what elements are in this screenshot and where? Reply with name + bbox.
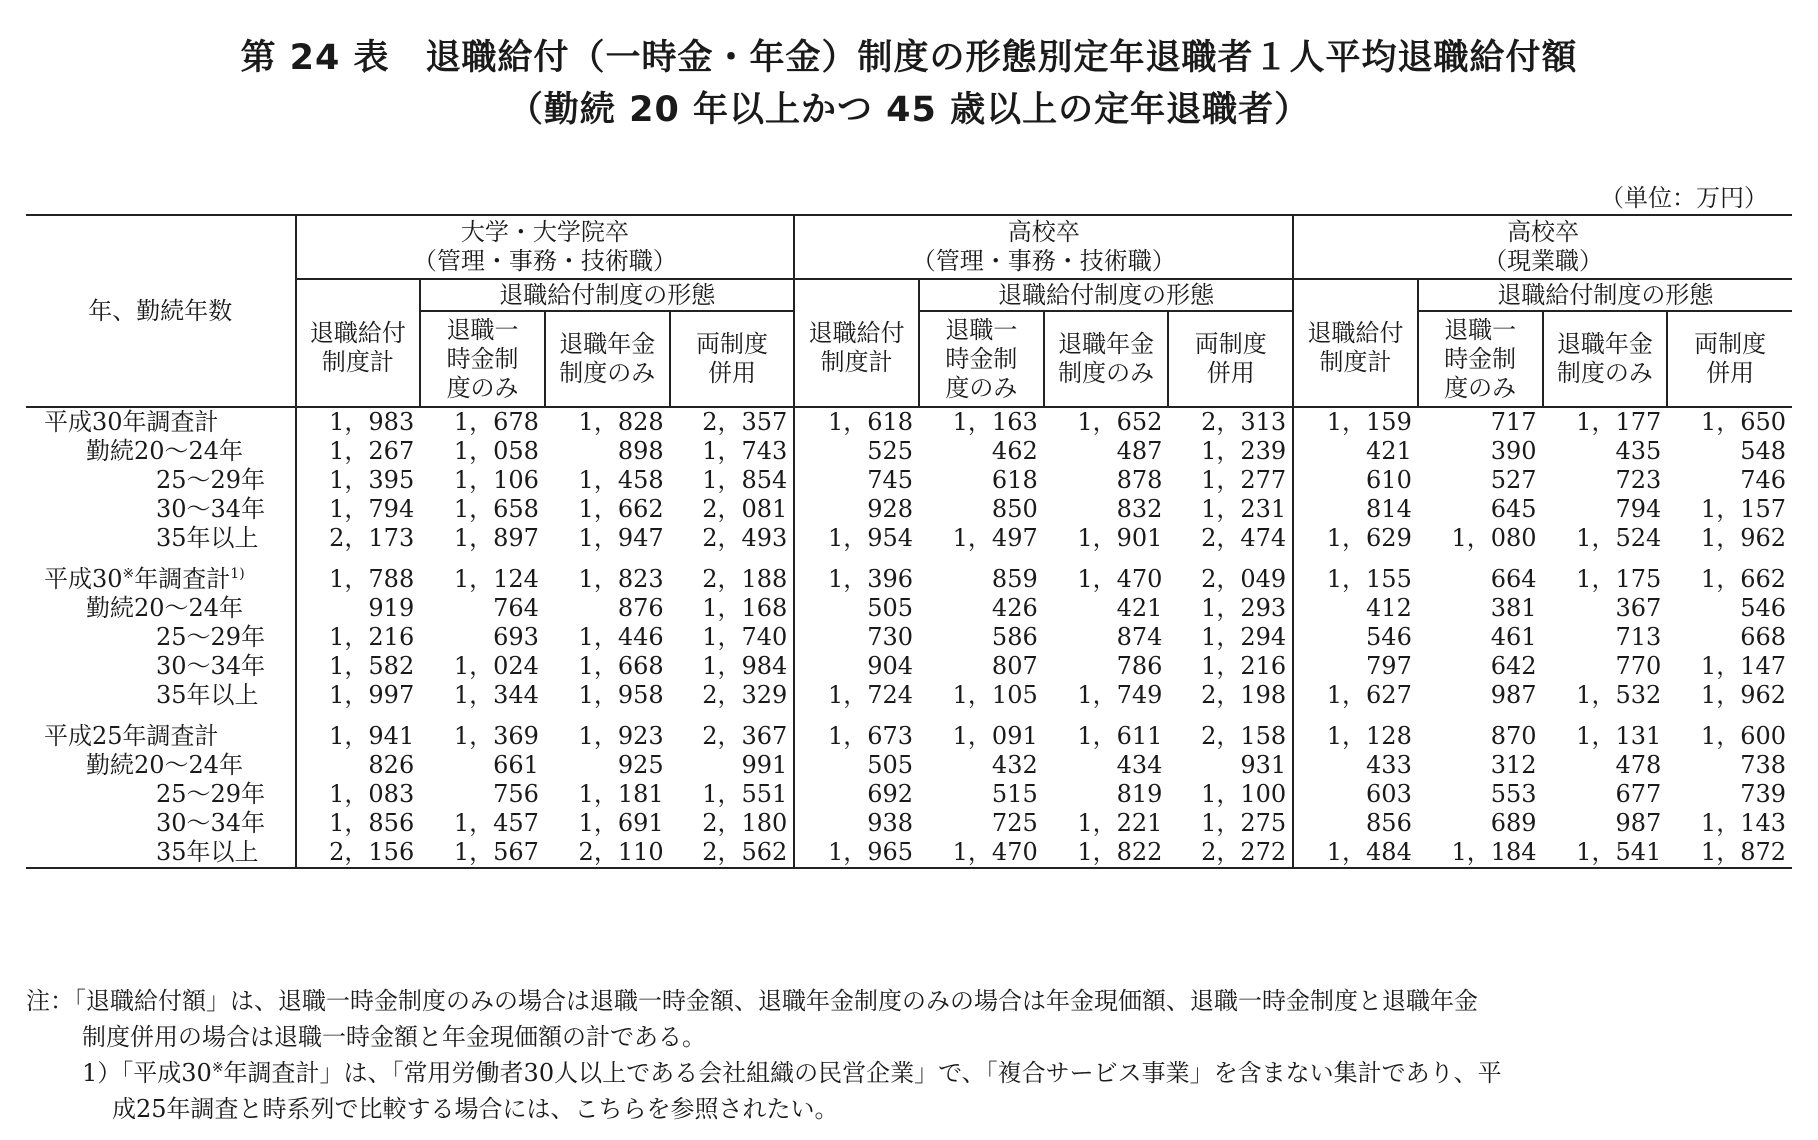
table-cell: 1，395	[296, 466, 421, 495]
table-cell: 312	[1490, 751, 1537, 779]
table-cell: 1，897	[453, 524, 539, 552]
table-cell: 553	[1490, 780, 1537, 808]
col-pension-a: 退職年金	[1058, 330, 1155, 358]
table-row	[26, 407, 1792, 437]
table-cell: 461	[1490, 623, 1537, 651]
table-row	[26, 681, 1792, 710]
table-cell: 1，369	[453, 722, 539, 750]
row-label	[26, 565, 296, 594]
note-2b: 成25年調査と時系列で比較する場合には、こちらを参照されたい。	[112, 1095, 839, 1123]
col-lump-b: 時金制	[1444, 344, 1517, 373]
table-cell: 548	[1740, 437, 1786, 465]
table-cell: 2，272	[1168, 838, 1293, 868]
col-lump-a: 退職一	[945, 315, 1018, 344]
table-cell: 1，941	[296, 722, 421, 751]
table-cell: 794	[1615, 495, 1662, 523]
table-cell: 874	[1116, 623, 1163, 651]
table-cell: 1，159	[1293, 407, 1418, 437]
table-title: 第 24 表 退職給付（一時金・年金）制度の形態別定年退職者１人平均退職給付額	[240, 38, 1578, 78]
note-2a	[26, 1055, 1792, 1091]
col-lump	[1418, 311, 1543, 407]
group-hs-admin-line1: 高校卒	[1007, 218, 1080, 246]
table-cell: 2，562	[670, 838, 795, 868]
table-cell: 515	[991, 780, 1038, 808]
row-label-post: 年調査計	[134, 565, 231, 593]
table-cell: 1，277	[1201, 466, 1287, 494]
table-cell: 505	[794, 751, 919, 780]
table-cell: 987	[1490, 681, 1537, 709]
table-cell: 677	[1615, 780, 1662, 808]
table-cell: 1，668	[578, 652, 664, 680]
table-cell: 1，611	[1077, 722, 1163, 750]
row-label: 35年以上	[156, 681, 259, 709]
table-cell: 2，493	[702, 524, 788, 552]
table-cell: 1，524	[1576, 524, 1662, 552]
col-pension	[545, 311, 670, 407]
table-cell: 1，231	[1201, 495, 1287, 523]
table-cell: 546	[1740, 594, 1786, 622]
table-cell: 433	[1293, 751, 1418, 780]
col-both-a: 両制度	[695, 330, 768, 358]
table-row	[26, 565, 1792, 594]
table-row	[26, 623, 1792, 652]
table-cell: 826	[296, 751, 421, 780]
table-cell: 645	[1490, 495, 1537, 523]
table-cell: 1，157	[1700, 495, 1786, 523]
table-cell: 1，058	[453, 437, 539, 465]
table-cell: 1，901	[1077, 524, 1163, 552]
table-cell: 1，216	[296, 623, 421, 652]
table-cell: 819	[1116, 780, 1163, 808]
table-cell: 2，156	[296, 838, 421, 868]
table-cell: 1，650	[1700, 408, 1786, 436]
col-both	[1667, 311, 1792, 407]
group-hs-field-line1: 高校卒	[1507, 218, 1580, 246]
table-cell: 1，147	[1700, 652, 1786, 680]
table-cell: 1，749	[1077, 681, 1163, 709]
table-cell: 478	[1615, 751, 1662, 779]
col-lump-a: 退職一	[1444, 315, 1517, 344]
table-cell: 1，163	[952, 408, 1038, 436]
table-cell: 1，788	[296, 565, 421, 594]
col-total-univ	[296, 279, 421, 407]
table-cell: 2，188	[702, 565, 788, 593]
group-header-hs-admin	[794, 215, 1293, 279]
table-cell: 586	[991, 623, 1038, 651]
table-cell: 1，175	[1576, 565, 1662, 593]
table-cell: 1，344	[453, 681, 539, 709]
data-table-container	[26, 214, 1792, 869]
col-both-a: 両制度	[1194, 330, 1267, 358]
table-cell: 814	[1293, 495, 1418, 524]
col-total-b: 制度計	[1319, 348, 1392, 376]
table-cell: 1，551	[702, 780, 788, 808]
table-cell: 746	[1740, 466, 1786, 494]
table-cell: 1，652	[1077, 408, 1163, 436]
table-cell: 1，962	[1700, 681, 1786, 709]
table-cell: 1，662	[1700, 565, 1786, 593]
table-cell: 2，173	[296, 524, 421, 553]
col-pension-a: 退職年金	[1556, 330, 1653, 358]
table-row	[26, 809, 1792, 838]
row-label: 35年以上	[156, 524, 259, 552]
table-cell: 546	[1293, 623, 1418, 652]
table-cell: 1，091	[952, 722, 1038, 750]
col-lump-b: 時金制	[446, 344, 519, 373]
table-cell: 797	[1293, 652, 1418, 681]
group-header-univ	[296, 215, 795, 279]
table-cell: 661	[493, 751, 539, 779]
table-cell: 1，743	[702, 437, 788, 465]
col-total-a: 退職給付	[808, 319, 905, 347]
group-hs-field-line2: （現業職）	[1483, 247, 1604, 275]
col-lump-a: 退職一	[446, 315, 519, 344]
table-cell: 1，239	[1201, 437, 1287, 465]
table-cell: 1，627	[1293, 681, 1418, 710]
table-cell: 1，484	[1293, 838, 1418, 868]
table-cell: 1，854	[702, 466, 788, 494]
row-label: 30～34年	[156, 809, 266, 837]
notes	[26, 983, 1792, 1127]
table-cell: 1，024	[453, 652, 539, 680]
row-label: 25～29年	[156, 780, 266, 808]
table-cell: 1，947	[578, 524, 664, 552]
unit-label: （単位：万円）	[1600, 184, 1768, 212]
col-both-a: 両制度	[1694, 330, 1767, 358]
table-cell: 432	[991, 751, 1038, 779]
table-cell: 1，267	[296, 437, 421, 466]
table-cell: 2，081	[702, 495, 788, 523]
table-cell: 664	[1490, 565, 1537, 593]
table-row	[26, 466, 1792, 495]
table-cell: 1，216	[1201, 652, 1287, 680]
row-label: 平成30年調査計	[44, 408, 219, 436]
table-cell: 723	[1615, 466, 1662, 494]
table-cell: 987	[1615, 809, 1662, 837]
table-cell: 1，124	[453, 565, 539, 593]
table-cell: 739	[1740, 780, 1786, 808]
table-cell: 928	[794, 495, 919, 524]
table-row	[26, 652, 1792, 681]
row-header-label: 年、勤続年数	[26, 215, 296, 407]
table-cell: 1，618	[794, 407, 919, 437]
row-label-pre: 平成30	[44, 565, 123, 593]
table-cell: 421	[1293, 437, 1418, 466]
data-table	[26, 214, 1792, 869]
row-label-mark: ※	[122, 566, 135, 582]
table-cell: 1，984	[702, 652, 788, 680]
col-total-a: 退職給付	[1307, 319, 1404, 347]
table-cell: 904	[794, 652, 919, 681]
col-total-hs-admin	[794, 279, 919, 407]
table-cell: 1，954	[794, 524, 919, 553]
table-cell: 1，080	[1451, 524, 1537, 552]
table-cell: 692	[794, 780, 919, 809]
table-cell: 435	[1615, 437, 1662, 465]
row-label: 25～29年	[156, 466, 266, 494]
table-row	[26, 495, 1792, 524]
row-label: 勤続20～24年	[86, 751, 244, 779]
table-cell: 1，106	[453, 466, 539, 494]
table-cell: 1，532	[1576, 681, 1662, 709]
table-cell: 1，396	[794, 565, 919, 594]
col-both	[670, 311, 795, 407]
table-cell: 1，458	[578, 466, 664, 494]
table-cell: 730	[794, 623, 919, 652]
row-gap	[26, 710, 1792, 722]
table-cell: 412	[1293, 594, 1418, 623]
table-cell: 1，828	[578, 408, 664, 436]
table-cell: 525	[794, 437, 919, 466]
col-lump-b: 時金制	[945, 344, 1018, 373]
table-cell: 693	[493, 623, 539, 651]
table-cell: 1，691	[578, 809, 664, 837]
table-cell: 367	[1615, 594, 1662, 622]
table-cell: 1，872	[1667, 838, 1792, 868]
table-cell: 421	[1116, 594, 1163, 622]
table-cell: 462	[991, 437, 1038, 465]
table-cell: 1，143	[1700, 809, 1786, 837]
table-cell: 931	[1240, 751, 1287, 779]
table-cell: 1，083	[296, 780, 421, 809]
table-cell: 1，600	[1700, 722, 1786, 750]
note-2a-mark: ※	[211, 1060, 224, 1076]
table-cell: 1，678	[453, 408, 539, 436]
table-cell: 919	[296, 594, 421, 623]
table-cell: 878	[1116, 466, 1163, 494]
group-header-hs-field	[1293, 215, 1792, 279]
table-cell: 1，823	[578, 565, 664, 593]
row-label: 勤続20～24年	[86, 437, 244, 465]
table-cell: 2，110	[545, 838, 670, 868]
table-cell: 2，329	[702, 681, 788, 709]
note-2a-pre: 1）「平成30	[82, 1059, 212, 1087]
col-lump-c: 度のみ	[446, 373, 519, 402]
table-cell: 1，958	[578, 681, 664, 709]
note-1a: 注：「退職給付額」は、退職一時金制度のみの場合は退職一時金額、退職年金制度のみの場合は年金現価額、退職一時金制度と退職年金	[26, 987, 1478, 1015]
table-cell: 1，155	[1293, 565, 1418, 594]
table-cell: 2，313	[1201, 408, 1287, 436]
col-total-b: 制度計	[820, 348, 893, 376]
row-label: 25～29年	[156, 623, 266, 651]
table-row	[26, 524, 1792, 553]
table-cell: 1，293	[1201, 594, 1287, 622]
table-cell: 1，965	[794, 838, 919, 868]
note-2a-post: 年調査計」は、「常用労働者30人以上である会社組織の民営企業」で、「複合サービス事業」を含まない集計であり、平	[223, 1059, 1502, 1087]
table-cell: 925	[617, 751, 664, 779]
table-cell: 1，997	[296, 681, 421, 710]
row-gap	[26, 553, 1792, 565]
table-cell: 2，367	[702, 722, 788, 750]
table-cell: 745	[794, 466, 919, 495]
table-cell: 991	[741, 751, 788, 779]
table-row	[26, 838, 1792, 868]
table-cell: 856	[1293, 809, 1418, 838]
table-cell: 764	[493, 594, 539, 622]
table-cell: 1，131	[1576, 722, 1662, 750]
table-cell: 717	[1490, 408, 1537, 436]
table-cell: 1，658	[453, 495, 539, 523]
table-cell: 2，180	[702, 809, 788, 837]
table-cell: 505	[794, 594, 919, 623]
table-cell: 1，662	[578, 495, 664, 523]
table-cell: 832	[1116, 495, 1163, 523]
table-cell: 1，470	[1077, 565, 1163, 593]
table-cell: 1，168	[702, 594, 788, 622]
col-pension	[1044, 311, 1169, 407]
table-cell: 1，221	[1077, 809, 1163, 837]
row-label: 平成25年調査計	[44, 722, 219, 750]
table-cell: 2，357	[702, 408, 788, 436]
table-row	[26, 751, 1792, 780]
table-cell: 1，470	[919, 838, 1044, 868]
col-both-b: 併用	[1206, 359, 1255, 387]
col-lump	[420, 311, 545, 407]
table-cell: 786	[1116, 652, 1163, 680]
table-body	[26, 407, 1792, 868]
table-row	[26, 437, 1792, 466]
table-cell: 618	[991, 466, 1038, 494]
group-univ-line1: 大学・大学院卒	[460, 218, 629, 246]
table-cell: 713	[1615, 623, 1662, 651]
table-cell: 434	[1116, 751, 1163, 779]
row-label: 30～34年	[156, 652, 266, 680]
table-cell: 527	[1490, 466, 1537, 494]
table-cell: 1，275	[1201, 809, 1287, 837]
table-cell: 1，856	[296, 809, 421, 838]
group-univ-line2: （管理・事務・技術職）	[412, 247, 677, 275]
table-cell: 938	[794, 809, 919, 838]
col-lump	[919, 311, 1044, 407]
col-pension-b: 制度のみ	[1058, 359, 1155, 387]
table-cell: 1，446	[578, 623, 664, 651]
table-cell: 1，740	[702, 623, 788, 651]
table-cell: 1，457	[453, 809, 539, 837]
col-lump-c: 度のみ	[1444, 373, 1517, 402]
table-cell: 725	[991, 809, 1038, 837]
note-1b: 制度併用の場合は退職一時金額と年金現価額の計である。	[82, 1023, 706, 1051]
table-cell: 603	[1293, 780, 1418, 809]
table-cell: 859	[991, 565, 1038, 593]
table-cell: 850	[991, 495, 1038, 523]
row-label: 30～34年	[156, 495, 266, 523]
col-total-b: 制度計	[321, 348, 394, 376]
table-cell: 756	[493, 780, 539, 808]
table-cell: 1，181	[578, 780, 664, 808]
col-pension-a: 退職年金	[559, 330, 656, 358]
table-cell: 2，198	[1201, 681, 1287, 709]
table-cell: 1，128	[1293, 722, 1418, 751]
table-cell: 1，184	[1418, 838, 1543, 868]
table-cell: 1，100	[1201, 780, 1287, 808]
table-cell: 898	[617, 437, 664, 465]
table-row	[26, 594, 1792, 623]
table-cell: 1，567	[420, 838, 545, 868]
table-cell: 876	[617, 594, 664, 622]
table-cell: 689	[1490, 809, 1537, 837]
table-subtitle: （勤続 20 年以上かつ 45 歳以上の定年退職者）	[507, 90, 1311, 130]
col-total-a: 退職給付	[309, 319, 406, 347]
table-cell: 426	[991, 594, 1038, 622]
table-cell: 610	[1293, 466, 1418, 495]
form-header-hs-field: 退職給付制度の形態	[1418, 279, 1792, 311]
form-header-hs-admin: 退職給付制度の形態	[919, 279, 1293, 311]
table-cell: 2，474	[1201, 524, 1287, 552]
table-cell: 2，049	[1201, 565, 1287, 593]
table-cell: 381	[1490, 594, 1537, 622]
table-cell: 1，294	[1201, 623, 1287, 651]
col-pension-b: 制度のみ	[1556, 359, 1653, 387]
table-cell: 1，673	[794, 722, 919, 751]
table-cell: 487	[1116, 437, 1163, 465]
form-header-univ: 退職給付制度の形態	[420, 279, 794, 311]
table-cell: 1，794	[296, 495, 421, 524]
table-row	[26, 722, 1792, 751]
table-cell: 870	[1490, 722, 1537, 750]
table-cell: 1，497	[952, 524, 1038, 552]
col-total-hs-field	[1293, 279, 1418, 407]
table-cell: 1，105	[952, 681, 1038, 709]
col-lump-c: 度のみ	[945, 373, 1018, 402]
table-cell: 1，962	[1700, 524, 1786, 552]
row-label: 勤続20～24年	[86, 594, 244, 622]
table-cell: 1，541	[1543, 838, 1668, 868]
table-cell: 642	[1490, 652, 1537, 680]
col-both-b: 併用	[1706, 359, 1755, 387]
col-both-b: 併用	[707, 359, 756, 387]
table-cell: 1，629	[1293, 524, 1418, 553]
table-cell: 738	[1740, 751, 1786, 779]
row-label-footnote: 1)	[230, 566, 245, 582]
col-pension-b: 制度のみ	[559, 359, 656, 387]
table-cell: 2，158	[1201, 722, 1287, 750]
table-cell: 807	[991, 652, 1038, 680]
row-label: 35年以上	[26, 838, 296, 868]
table-cell: 1，724	[794, 681, 919, 710]
table-cell: 390	[1490, 437, 1537, 465]
table-cell: 1，582	[296, 652, 421, 681]
table-row	[26, 780, 1792, 809]
group-hs-admin-line2: （管理・事務・技術職）	[911, 247, 1176, 275]
col-pension	[1543, 311, 1668, 407]
table-cell: 770	[1615, 652, 1662, 680]
table-cell: 1，983	[296, 407, 421, 437]
col-both	[1168, 311, 1293, 407]
table-cell: 1，177	[1576, 408, 1662, 436]
table-cell: 1，923	[578, 722, 664, 750]
table-cell: 668	[1740, 623, 1786, 651]
table-cell: 1，822	[1044, 838, 1169, 868]
